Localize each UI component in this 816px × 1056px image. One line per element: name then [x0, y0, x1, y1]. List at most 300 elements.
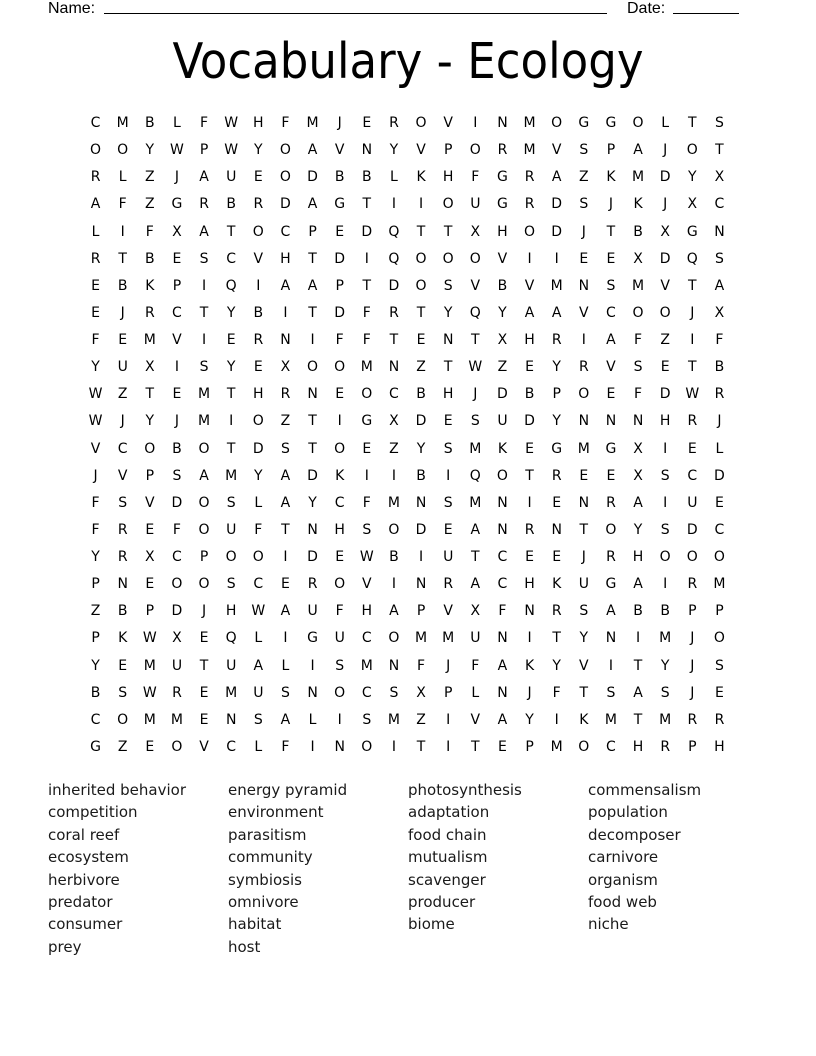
grid-letter[interactable]: N	[497, 684, 508, 701]
grid-letter[interactable]: U	[470, 196, 481, 213]
grid-letter[interactable]: X	[633, 250, 643, 267]
grid-letter[interactable]: M	[225, 684, 238, 701]
grid-letter[interactable]: D	[252, 440, 264, 457]
grid-letter[interactable]: E	[172, 250, 182, 267]
grid-letter[interactable]: B	[389, 549, 399, 566]
grid-letter[interactable]: W	[359, 549, 374, 566]
grid-letter[interactable]: I	[527, 494, 532, 511]
grid-letter[interactable]: C	[389, 386, 399, 403]
grid-letter[interactable]: T	[226, 440, 236, 457]
grid-letter[interactable]: O	[388, 630, 400, 647]
grid-letter[interactable]: S	[226, 576, 236, 593]
grid-letter[interactable]: E	[335, 549, 345, 566]
grid-letter[interactable]: S	[443, 440, 453, 457]
grid-letter[interactable]: W	[251, 603, 266, 620]
grid-letter[interactable]: B	[253, 304, 264, 321]
grid-letter[interactable]: O	[198, 440, 210, 457]
grid-letter[interactable]: A	[307, 142, 318, 159]
grid-letter[interactable]: F	[281, 738, 290, 755]
grid-letter[interactable]: G	[605, 440, 617, 457]
grid-letter[interactable]: R	[389, 304, 399, 321]
grid-letter[interactable]: C	[90, 115, 101, 132]
grid-letter[interactable]: I	[120, 223, 125, 240]
grid-letter[interactable]: T	[199, 304, 209, 321]
grid-letter[interactable]: I	[310, 657, 315, 674]
grid-letter[interactable]: T	[633, 657, 643, 674]
grid-letter[interactable]: I	[283, 549, 288, 566]
grid-letter[interactable]: T	[688, 115, 697, 132]
grid-letter[interactable]: J	[581, 549, 586, 566]
grid-letter[interactable]: R	[551, 603, 562, 620]
grid-letter[interactable]: T	[579, 521, 589, 538]
grid-letter[interactable]: F	[634, 386, 643, 403]
grid-letter[interactable]: R	[714, 711, 725, 728]
grid-letter[interactable]: F	[552, 684, 561, 701]
grid-letter[interactable]: D	[551, 223, 563, 240]
grid-letter[interactable]: T	[416, 304, 426, 321]
grid-letter[interactable]: T	[199, 657, 209, 674]
grid-letter[interactable]: E	[443, 521, 453, 538]
grid-letter[interactable]: O	[198, 521, 210, 538]
grid-letter[interactable]: I	[337, 711, 342, 728]
grid-letter[interactable]: O	[415, 115, 427, 132]
grid-letter[interactable]: N	[334, 738, 345, 755]
grid-letter[interactable]: R	[253, 332, 264, 349]
grid-letter[interactable]: N	[117, 576, 128, 593]
grid-letter[interactable]: S	[633, 359, 643, 376]
grid-letter[interactable]: D	[659, 250, 671, 267]
grid-letter[interactable]: Y	[498, 304, 507, 321]
grid-letter[interactable]: D	[659, 169, 671, 186]
grid-letter[interactable]: I	[256, 277, 261, 294]
grid-letter[interactable]: P	[443, 684, 453, 701]
grid-letter[interactable]: I	[418, 549, 424, 566]
grid-letter[interactable]: N	[442, 332, 454, 349]
grid-letter[interactable]: N	[605, 630, 617, 647]
grid-letter[interactable]: P	[443, 142, 453, 159]
grid-letter[interactable]: L	[254, 630, 263, 647]
grid-letter[interactable]: C	[497, 576, 508, 593]
grid-letter[interactable]: M	[306, 115, 319, 132]
grid-letter[interactable]: Y	[91, 549, 100, 566]
grid-letter[interactable]: W	[142, 684, 157, 701]
grid-letter[interactable]: E	[660, 359, 670, 376]
grid-letter[interactable]: M	[387, 494, 400, 511]
grid-letter[interactable]: P	[715, 603, 724, 620]
grid-letter[interactable]: L	[118, 169, 127, 186]
grid-letter[interactable]: M	[387, 711, 400, 728]
grid-letter[interactable]: R	[687, 576, 698, 593]
grid-letter[interactable]: Q	[469, 304, 481, 321]
grid-letter[interactable]: F	[91, 332, 100, 349]
grid-letter[interactable]: C	[714, 521, 725, 538]
grid-letter[interactable]: Y	[145, 413, 155, 430]
grid-letter[interactable]: D	[171, 603, 183, 620]
grid-letter[interactable]: G	[605, 115, 617, 132]
grid-letter[interactable]: S	[280, 684, 290, 701]
grid-letter[interactable]: P	[606, 142, 616, 159]
grid-letter[interactable]: Y	[552, 413, 561, 430]
grid-letter[interactable]: M	[116, 115, 129, 132]
grid-letter[interactable]: I	[201, 332, 207, 349]
grid-letter[interactable]: B	[633, 223, 643, 240]
grid-letter[interactable]: Q	[388, 223, 400, 240]
grid-letter[interactable]: C	[361, 630, 372, 647]
grid-letter[interactable]: M	[713, 576, 726, 593]
grid-letter[interactable]: C	[226, 738, 237, 755]
grid-letter[interactable]: E	[118, 332, 128, 349]
grid-letter[interactable]: F	[335, 332, 344, 349]
grid-letter[interactable]: R	[117, 549, 128, 566]
grid-letter[interactable]: Y	[552, 359, 561, 376]
grid-letter[interactable]: P	[199, 142, 209, 159]
grid-letter[interactable]: A	[307, 277, 318, 294]
grid-letter[interactable]: Y	[688, 169, 697, 186]
grid-letter[interactable]: Y	[579, 630, 589, 647]
grid-letter[interactable]: I	[337, 413, 342, 430]
grid-letter[interactable]: T	[552, 630, 561, 647]
grid-letter[interactable]: A	[199, 169, 209, 186]
grid-letter[interactable]: A	[280, 603, 291, 620]
grid-letter[interactable]: R	[524, 196, 535, 213]
grid-letter[interactable]: G	[361, 413, 373, 430]
grid-letter[interactable]: O	[578, 738, 590, 755]
grid-letter[interactable]: A	[389, 603, 399, 620]
grid-letter[interactable]: I	[663, 494, 668, 511]
grid-letter[interactable]: O	[334, 684, 346, 701]
grid-letter[interactable]: M	[198, 386, 211, 403]
grid-letter[interactable]: B	[660, 603, 670, 620]
grid-letter[interactable]: E	[715, 494, 724, 511]
grid-letter[interactable]: N	[524, 603, 535, 620]
grid-letter[interactable]: V	[551, 142, 562, 159]
grid-letter[interactable]: T	[715, 142, 724, 159]
grid-letter[interactable]: P	[308, 223, 317, 240]
grid-letter[interactable]: R	[497, 142, 508, 159]
grid-letter[interactable]: R	[606, 494, 616, 511]
grid-letter[interactable]: W	[685, 386, 700, 403]
grid-letter[interactable]: D	[307, 169, 318, 186]
grid-letter[interactable]: J	[473, 386, 478, 403]
grid-letter[interactable]: E	[416, 332, 426, 349]
grid-letter[interactable]: H	[632, 738, 644, 755]
grid-letter[interactable]: C	[280, 223, 291, 240]
grid-letter[interactable]: X	[714, 169, 725, 186]
grid-letter[interactable]: Y	[525, 711, 534, 728]
grid-letter[interactable]: T	[362, 196, 372, 213]
grid-letter[interactable]: F	[498, 603, 507, 620]
grid-letter[interactable]: T	[281, 521, 290, 538]
grid-letter[interactable]: O	[605, 521, 617, 538]
grid-letter[interactable]: K	[552, 576, 562, 593]
grid-letter[interactable]: L	[308, 711, 317, 728]
grid-letter[interactable]: O	[469, 142, 481, 159]
grid-letter[interactable]: Z	[90, 603, 101, 620]
grid-letter[interactable]: H	[225, 603, 237, 620]
grid-letter[interactable]: O	[659, 549, 671, 566]
grid-letter[interactable]: R	[687, 711, 698, 728]
grid-letter[interactable]: I	[446, 711, 451, 728]
grid-letter[interactable]: U	[578, 576, 589, 593]
grid-letter[interactable]: O	[713, 549, 725, 566]
grid-letter[interactable]: E	[579, 250, 589, 267]
grid-letter[interactable]: V	[470, 277, 481, 294]
grid-letter[interactable]: I	[364, 467, 369, 484]
grid-letter[interactable]: O	[334, 576, 346, 593]
grid-letter[interactable]: A	[253, 657, 264, 674]
grid-letter[interactable]: A	[280, 711, 291, 728]
grid-letter[interactable]: J	[663, 142, 668, 159]
grid-letter[interactable]: M	[170, 711, 183, 728]
grid-letter[interactable]: F	[172, 521, 181, 538]
grid-letter[interactable]: V	[117, 467, 128, 484]
grid-letter[interactable]: E	[226, 332, 236, 349]
grid-letter[interactable]: M	[659, 711, 672, 728]
grid-letter[interactable]: A	[551, 304, 562, 321]
grid-letter[interactable]: V	[524, 277, 535, 294]
grid-letter[interactable]: O	[144, 440, 156, 457]
grid-letter[interactable]: Y	[552, 657, 561, 674]
grid-letter[interactable]: U	[334, 630, 345, 647]
grid-letter[interactable]: R	[144, 304, 155, 321]
grid-letter[interactable]: R	[253, 196, 264, 213]
grid-letter[interactable]: Z	[660, 332, 670, 349]
grid-letter[interactable]: E	[91, 277, 100, 294]
grid-letter[interactable]: S	[118, 684, 128, 701]
grid-letter[interactable]: M	[659, 630, 672, 647]
grid-letter[interactable]: G	[334, 196, 346, 213]
grid-letter[interactable]: A	[280, 467, 291, 484]
grid-letter[interactable]: O	[442, 250, 454, 267]
grid-letter[interactable]: V	[443, 603, 453, 620]
grid-letter[interactable]: H	[442, 169, 454, 186]
grid-letter[interactable]: C	[606, 304, 616, 321]
grid-letter[interactable]: X	[389, 413, 399, 430]
grid-letter[interactable]: V	[145, 494, 155, 511]
grid-letter[interactable]: A	[497, 711, 508, 728]
grid-letter[interactable]: B	[524, 386, 535, 403]
grid-letter[interactable]: U	[687, 494, 698, 511]
grid-letter[interactable]: H	[524, 332, 535, 349]
grid-letter[interactable]: L	[471, 684, 480, 701]
grid-letter[interactable]: B	[497, 277, 508, 294]
grid-letter[interactable]: D	[415, 413, 427, 430]
grid-letter[interactable]: S	[280, 440, 290, 457]
grid-letter[interactable]: P	[688, 738, 697, 755]
grid-letter[interactable]: D	[524, 413, 535, 430]
grid-letter[interactable]: E	[552, 494, 562, 511]
grid-letter[interactable]: N	[632, 413, 644, 430]
grid-letter[interactable]: C	[606, 738, 616, 755]
grid-letter[interactable]: B	[145, 250, 155, 267]
grid-letter[interactable]: R	[714, 386, 725, 403]
grid-letter[interactable]: A	[633, 494, 643, 511]
grid-letter[interactable]: S	[714, 657, 724, 674]
grid-letter[interactable]: Q	[225, 277, 237, 294]
grid-letter[interactable]: N	[361, 142, 373, 159]
grid-letter[interactable]: O	[578, 386, 590, 403]
grid-letter[interactable]: P	[172, 277, 182, 294]
grid-letter[interactable]: S	[199, 359, 209, 376]
grid-letter[interactable]: T	[226, 386, 236, 403]
grid-letter[interactable]: C	[226, 250, 237, 267]
grid-letter[interactable]: A	[280, 494, 291, 511]
grid-letter[interactable]: S	[470, 413, 480, 430]
grid-letter[interactable]: E	[335, 386, 345, 403]
grid-letter[interactable]: O	[198, 494, 210, 511]
grid-letter[interactable]: R	[524, 169, 535, 186]
grid-letter[interactable]: E	[172, 386, 182, 403]
grid-letter[interactable]: P	[199, 549, 209, 566]
grid-letter[interactable]: R	[578, 359, 589, 376]
grid-letter[interactable]: A	[633, 576, 643, 593]
grid-letter[interactable]: Y	[416, 440, 426, 457]
grid-letter[interactable]: B	[117, 277, 128, 294]
grid-letter[interactable]: K	[335, 467, 345, 484]
grid-letter[interactable]: M	[632, 169, 645, 186]
grid-letter[interactable]: F	[91, 494, 100, 511]
grid-letter[interactable]: J	[201, 603, 207, 620]
grid-letter[interactable]: J	[527, 684, 532, 701]
grid-letter[interactable]: H	[253, 386, 264, 403]
grid-letter[interactable]: H	[659, 413, 671, 430]
grid-letter[interactable]: C	[714, 196, 725, 213]
grid-letter[interactable]: A	[497, 657, 508, 674]
grid-letter[interactable]: F	[362, 332, 371, 349]
grid-letter[interactable]: W	[88, 386, 103, 403]
grid-letter[interactable]: E	[91, 304, 100, 321]
grid-letter[interactable]: M	[523, 142, 536, 159]
grid-letter[interactable]: T	[308, 250, 317, 267]
grid-letter[interactable]: X	[660, 223, 670, 240]
grid-letter[interactable]: I	[690, 332, 695, 349]
grid-letter[interactable]: O	[496, 467, 508, 484]
grid-letter[interactable]: Z	[416, 359, 426, 376]
grid-letter[interactable]: A	[633, 142, 643, 159]
date-field[interactable]	[673, 0, 739, 14]
grid-letter[interactable]: I	[663, 440, 668, 457]
grid-letter[interactable]: N	[307, 521, 318, 538]
grid-letter[interactable]: N	[497, 115, 508, 132]
grid-letter[interactable]: N	[415, 576, 427, 593]
grid-letter[interactable]: O	[361, 386, 373, 403]
grid-letter[interactable]: G	[551, 440, 563, 457]
grid-letter[interactable]: N	[578, 277, 590, 294]
grid-letter[interactable]: S	[579, 196, 589, 213]
grid-letter[interactable]: O	[415, 250, 427, 267]
grid-letter[interactable]: W	[170, 142, 184, 159]
grid-letter[interactable]: E	[687, 440, 697, 457]
grid-letter[interactable]: V	[443, 115, 453, 132]
grid-letter[interactable]: T	[606, 223, 616, 240]
grid-letter[interactable]: U	[226, 657, 237, 674]
grid-letter[interactable]: N	[578, 413, 590, 430]
grid-letter[interactable]: L	[661, 115, 670, 132]
grid-letter[interactable]: I	[663, 576, 668, 593]
grid-letter[interactable]: O	[307, 359, 319, 376]
grid-letter[interactable]: I	[364, 250, 369, 267]
grid-letter[interactable]: L	[173, 115, 181, 132]
grid-letter[interactable]: S	[714, 115, 724, 132]
grid-letter[interactable]: Q	[225, 630, 237, 647]
grid-letter[interactable]: T	[308, 440, 317, 457]
grid-letter[interactable]: T	[389, 332, 399, 349]
grid-letter[interactable]: E	[525, 549, 534, 566]
grid-letter[interactable]: V	[253, 250, 264, 267]
grid-letter[interactable]: D	[659, 386, 671, 403]
grid-letter[interactable]: B	[90, 684, 101, 701]
grid-letter[interactable]: M	[143, 657, 156, 674]
grid-letter[interactable]: X	[687, 196, 698, 213]
name-field[interactable]	[104, 0, 607, 14]
grid-letter[interactable]: A	[280, 277, 291, 294]
grid-letter[interactable]: S	[579, 142, 589, 159]
grid-letter[interactable]: P	[335, 277, 344, 294]
grid-letter[interactable]: F	[145, 223, 154, 240]
grid-letter[interactable]: C	[117, 440, 128, 457]
grid-letter[interactable]: A	[606, 332, 616, 349]
grid-letter[interactable]: D	[361, 223, 373, 240]
grid-letter[interactable]: E	[362, 115, 372, 132]
grid-letter[interactable]: V	[416, 142, 426, 159]
grid-letter[interactable]: Z	[416, 711, 426, 728]
grid-letter[interactable]: T	[525, 467, 534, 484]
grid-letter[interactable]: J	[446, 657, 451, 674]
grid-letter[interactable]: N	[280, 332, 291, 349]
grid-letter[interactable]: L	[715, 440, 724, 457]
grid-letter[interactable]: H	[442, 386, 454, 403]
grid-letter[interactable]: E	[606, 467, 616, 484]
grid-letter[interactable]: T	[633, 711, 643, 728]
grid-letter[interactable]: B	[714, 359, 725, 376]
grid-letter[interactable]: P	[552, 386, 561, 403]
grid-letter[interactable]: G	[90, 738, 101, 755]
grid-letter[interactable]: F	[118, 196, 127, 213]
grid-letter[interactable]: O	[551, 115, 563, 132]
grid-letter[interactable]: D	[497, 386, 508, 403]
grid-letter[interactable]: J	[174, 413, 179, 430]
grid-letter[interactable]: V	[660, 277, 670, 294]
grid-letter[interactable]: I	[418, 196, 424, 213]
grid-letter[interactable]: E	[579, 467, 589, 484]
grid-letter[interactable]: T	[579, 684, 589, 701]
grid-letter[interactable]: T	[416, 223, 426, 240]
grid-letter[interactable]: O	[252, 413, 264, 430]
grid-letter[interactable]: D	[388, 277, 400, 294]
grid-letter[interactable]: Y	[633, 521, 643, 538]
grid-letter[interactable]: K	[497, 440, 508, 457]
grid-letter[interactable]: I	[527, 250, 532, 267]
grid-letter[interactable]: R	[551, 332, 562, 349]
grid-letter[interactable]: P	[145, 603, 155, 620]
grid-letter[interactable]: D	[415, 521, 427, 538]
grid-letter[interactable]: M	[442, 630, 455, 647]
grid-letter[interactable]: C	[361, 684, 372, 701]
grid-letter[interactable]: S	[253, 711, 263, 728]
grid-letter[interactable]: L	[254, 738, 263, 755]
grid-letter[interactable]: Y	[91, 359, 100, 376]
grid-letter[interactable]: P	[91, 630, 100, 647]
grid-letter[interactable]: U	[171, 657, 183, 674]
grid-letter[interactable]: S	[606, 684, 616, 701]
grid-letter[interactable]: U	[226, 521, 237, 538]
grid-letter[interactable]: F	[200, 115, 209, 132]
grid-letter[interactable]: S	[362, 711, 372, 728]
grid-letter[interactable]: N	[307, 684, 318, 701]
grid-letter[interactable]: I	[473, 115, 478, 132]
grid-letter[interactable]: T	[416, 738, 426, 755]
grid-letter[interactable]: T	[308, 413, 317, 430]
